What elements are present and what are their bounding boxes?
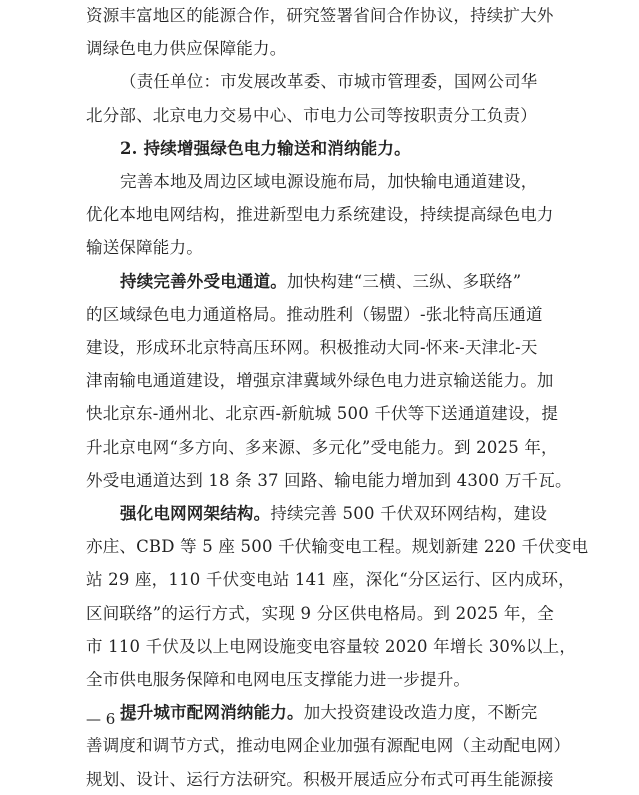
paragraph-text: 加大投资建设改造力度，不断完 <box>303 703 538 723</box>
paragraph-line <box>120 272 521 292</box>
paragraph-line: 亦庄、CBD 等 5 座 500 千伏输变电工程。规划新建 220 千伏变电 <box>86 537 589 557</box>
responsibility-note-line: 北分部、北京电力交易中心、市电力公司等按职责分工负责） <box>86 105 537 125</box>
paragraph-line: 津南输电通道建设，增强京津冀域外绿色电力进京输送能力。加 <box>86 371 554 391</box>
section-heading: 2. 持续增强绿色电力输送和消纳能力。 <box>120 138 411 158</box>
responsibility-note-line: （责任单位：市发展改革委、市城市管理委，国网公司华 <box>120 72 538 92</box>
paragraph-line: 的区域绿色电力通道格局。推动胜利（锡盟）-张北特高压通道 <box>86 304 543 324</box>
paragraph-text: 持续完善 500 千伏双环网结构，建设 <box>270 504 548 523</box>
paragraph-line: 建设，形成环北京特高压环网。积极推动大同-怀来-天津北-天 <box>86 338 538 357</box>
paragraph-title: 提升城市配网消纳能力。 <box>120 703 304 723</box>
paragraph-line: 规划、设计、运行方法研究。积极开展适应分布式可再生能源接 <box>86 769 554 789</box>
paragraph-line: 资源丰富地区的能源合作，研究签署省间合作协议，持续扩大外 <box>86 6 554 25</box>
paragraph-line: 优化本地电网结构，推进新型电力系统建设，持续提高绿色电力 <box>86 205 554 225</box>
page-number: — 6 — <box>86 710 136 728</box>
paragraph-line: 调绿色电力供应保障能力。 <box>86 39 287 59</box>
paragraph-text: 加快构建“三横、三纵、多联络” <box>287 271 522 291</box>
paragraph-line: 完善本地及周边区域电源设施布局，加快输电通道建设， <box>120 172 538 191</box>
paragraph-line: 输送保障能力。 <box>86 238 203 258</box>
paragraph-line: 市 110 千伏及以上电网设施变电容量较 2020 年增长 30%以上， <box>86 636 577 656</box>
paragraph-line: 全市供电服务保障和电网电压支撑能力进一步提升。 <box>86 670 471 689</box>
paragraph-line: 外受电通道达到 18 条 37 回路、输电能力增加到 4300 万千瓦。 <box>86 470 572 490</box>
paragraph-line <box>120 703 538 723</box>
paragraph-title: 强化电网网架结构。 <box>120 504 271 523</box>
paragraph-line <box>120 504 547 524</box>
paragraph-line: 站 29 座，110 千伏变电站 141 座，深化“分区运行、区内成环， <box>86 570 575 590</box>
paragraph-line: 善调度和调节方式，推动电网企业加强有源配电网（主动配电网） <box>86 736 571 756</box>
paragraph-title: 持续完善外受电通道。 <box>120 271 287 291</box>
paragraph-line: 快北京东-通州北、北京西-新航城 500 千伏等下送通道建设，提 <box>86 404 559 424</box>
paragraph-line: 升北京电网“多方向、多来源、多元化”受电能力。到 2025 年， <box>86 437 558 457</box>
paragraph-line: 区间联络”的运行方式，实现 9 分区供电格局。到 2025 年，全 <box>86 603 555 623</box>
